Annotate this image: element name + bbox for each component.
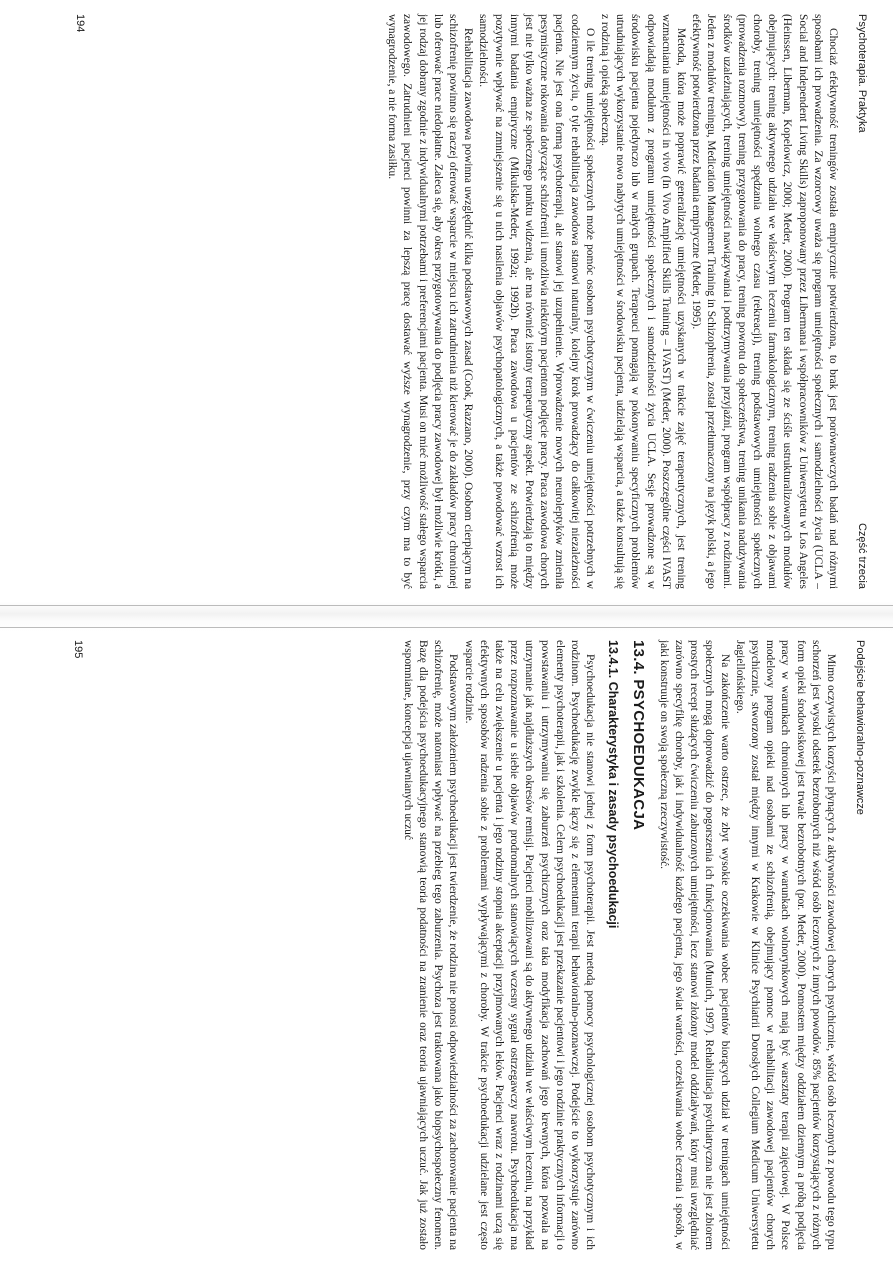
paragraph: Chociaż efektywność treningów została empirycznie potwierdzona, to brak jest porównawczych badań nad różnymi sposobami ich prowadzenia. Za wzorcowy uważa się program umiejętności społecznych i samodzielności życia (UCLA – Social and Independent Living Skills) zaproponowany przez Libermana i współpracowników z Uniwersytetu w Los Angeles (Heinssen, Liberman, Kopelowicz, 2000; Meder, 2000). Program ten składa się ze ściśle ustrukturalizowanych modułów obejmujących: trening aktywnego udziału we właściwym leczeniu farmakologicznym, trening radzenia sobie z objawami choroby, trening umiejętności spędzania wolnego czasu (rekreacji), trening podstawowych umiejętności społecznych (prowadzenia rozmowy), trening przygotowania do pracy, trening powrotu do społeczeństwa, trening unikania nadużywania środków uzależniających, trening umiejętności nawiązywania i podtrzymywania przyjaźni, program współpracy z rodzinami. Jeden z modułów treningu, Medication Management Training in Schizophrenia, został przetłumaczony na język polski, a jego efektywność potwierdzona przez badania empiryczne (Meder, 1995). — [690, 14, 839, 589]
paragraph: O ile trening umiejętności społecznych może pomóc osobom psychotycznym w ćwiczeniu umiejętności potrzebnych w codziennym życiu, o tyle rehabilitacja zawodowa stanowi naturalny, kolejny krok prowadzący do całkowitej niezależności pacjenta. Nie jest ona formą psychoterapii, ale stanowi jej uzupełnienie. Wprowadzenie nowych neuroleptyków zmieniła pesymistyczne rokowania dotyczące schizofrenii i umożliwia niektórym pacjentom podjęcie pracy. Praca zawodowa chorych jest nie tylko ważna ze społecznego punktu widzenia, ale ma również istotny terapeutyczny aspekt. Potwierdzają to między innymi badania empiryczne (Mikulska-Meder, 1992a; 1992b). Praca zawodowa u pacjentów ze schizofrenią może pozytywnie wpływać na zmniejszenie się u nich nasilenia objawów psychopatologicznych, a także powodować wzrost ich samodzielności. — [477, 14, 596, 589]
subsection-heading: 13.4.1. Charakterystyka i zasady psychoedukacji — [606, 640, 621, 929]
page-195 — [66, 640, 866, 1250]
fold-line — [0, 627, 893, 628]
page-195-body — [400, 640, 838, 1250]
page-number: 195 — [72, 640, 84, 659]
paragraph: Mimo oczywistych korzyści płynących z aktywności zawodowej chorych psychicznie, wśród osób leczonych z powodu tego typu schorzeń jest wysoki odsetek bezrobotnych niż wśród osób leczonych z innych powodów. 85% pacjentów korzystających z różnych form opieki środowiskowej jest trwale bezrobotnych (por. Meder, 2000). Pomostem między oddziałem dziennym a próbą podjęcia pracy w warunkach chronionych lub pracy w warunkach wolnorynkowych mają być warsztaty terapii zajęciowej. W Polsce modelowy program opieki nad osobami ze schizofrenią, obejmujący pomoc w rehabilitacji zawodowej pacjentów chorych psychicznie, stworzony został między innymi w Krakowie w Klinice Psychiatrii Dorosłych Collegium Medicum Uniwersytetu Jagiellońskiego. — [733, 640, 837, 1250]
fold-line — [0, 605, 893, 606]
running-header — [852, 14, 868, 589]
paragraph: Podstawowym założeniem psychoedukacji jest twierdzenie, że rodzina nie ponosi odpowiedzialności za zachorowanie pacjenta na schizofrenię, może natomiast wpływać na przebieg tego zaburzenia. Psychoza jest traktowana jako biopsychospołeczny fenomen. Bazę dla podejścia psychoedukacyjnego stanowią teoria podatności na zranienie oraz teoria ujawniających uczuć. Jak już zostało wspomniane, koncepcja ujawnianych uczuć — [401, 640, 460, 1250]
page-number: 194 — [74, 14, 86, 33]
running-header-left: Podejście behawioralno-poznawcze — [854, 640, 866, 815]
page-194-body — [384, 14, 840, 589]
paragraph: Psychoedukacja nie stanowi jednej z form psychoterapii. Jest metodą pomocy psychologicznej osobom psychotycznym i ich rodzinom. Psychoedukację zwykle łączy się z elementami terapii behawioralno-poznawczej. Podejście to wykorzystuje zarówno elementy psychoterapii, jak i szkolenia. Celem psychoedukacji jest przekazanie pacjentowi i jego rodzinie praktycznych informacji o powstawaniu i utrzymywaniu się zaburzeń psychicznych oraz taka modyfikacja zachowań jego krewnych, która pozwala na utrzymanie jak najdłuższych okresów remisji. Pacjenci mobilizowani są do aktywnego udziału we właściwym leczeniu, na przykład przez rozpoznawanie u siebie objawów prodromalnych stanowiących wczesny sygnał ostrzegawczy nawrotu. Psychoedukacja ma także na celu zwiększenie u pacjenta i jego rodziny stopnia akceptacji przyjmowanych leków. Pacjenci wraz z rodzinami uczą się efektywnych sposobów radzenia sobie z problemami wypływającymi z choroby. W trakcie psychoedukacji udzielane jest często wsparcie rodzinie. — [462, 640, 597, 1250]
paragraph: Metoda, która może poprawić generalizację umiejętności uzyskanych w trakcie zajęć terapeutycznych, jest trening wzmacniania umiejętności in vivo (In Vivo Amplified Skills Training – IVAST) (Meder, 2000). Poszczególne części IVAST odpowiadają modułom z programu umiejętności społecznych i samodzielności życia UCLA. Sesje prowadzone są w środowisku pacjenta pojedynczo lub w małych grupach. Terapeuci pomagają w pokonywaniu specyficznych problemów utrudniających wykorzystanie nowo nabytych umiejętności w środowisku pacjenta, udzielają wsparcia, a także konsultują się z rodziną i opieką społeczną. — [598, 14, 687, 589]
paragraph: Na zakończenie warto ostrzec, że zbyt wysokie oczekiwania wobec pacjentów biorących udział w treningach umiejętności społecznych mogą doprowadzić do pogorszenia ich funkcjonowania (Munich, 1997). Rehabilitacja psychiatryczna nie jest zbiorem prostych recept służących ćwiczeniu zaburzonych umiejętności, lecz stanowi złożony model oddziaływań, który musi uwzględniać zarówno specyfikę choroby, jak i indywidualność każdego pacjenta, jego świat wartości, oczekiwania wobec leczenia i sposób, w jaki konstruuje on swoją społeczną rzeczywistość. — [657, 640, 731, 1250]
running-header — [850, 640, 866, 1250]
section-heading: 13.4. PSYCHOEDUKACJA — [629, 640, 647, 831]
running-header-left: Psychoterapia. Praktyka — [856, 14, 868, 133]
paragraph: Rehabilitacja zawodowa powinna uwzględnić kilka podstawowych zasad (Cook, Razzano, 2000). Osobom cierpiącym na schizofrenię powinno się raczej oferować wsparcie w miejscu ich zatrudnienia niż kierować je do zakładów pracy chronionej lub oferować prace niedopłatne. Zaleca się, aby okres przygotowywania do podjęcia pracy zawodowej był możliwie krótki, a jej rodzaj dobrany zgodnie z indywidualnymi potrzebami i preferencjami pacjenta. Musi on mieć możliwość stałego wsparcia zawodowego. Zatrudnieni pacjenci powinni za lepszą pracę dostawać wyższe wynagrodzenie, przy czym ma to być wynagrodzenie, a nie forma zasiłku. — [386, 14, 475, 589]
running-header-right: Część trzecia — [856, 522, 868, 589]
page-194 — [68, 14, 868, 589]
